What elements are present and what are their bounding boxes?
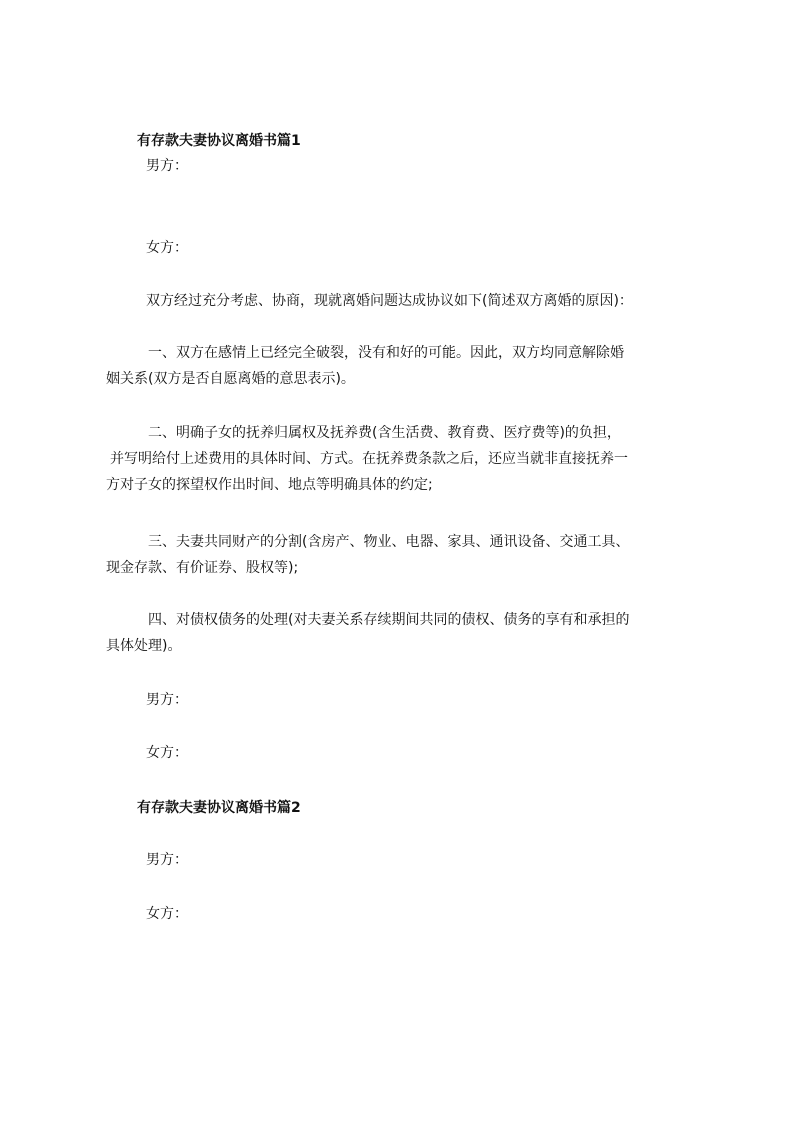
- section-2-title: 有存款夫妻协议离婚书篇2: [137, 800, 301, 816]
- clause-2-line-2: 并写明给付上述费用的具体时间、方式。在抚养费条款之后，还应当就非直接抚养一: [110, 451, 628, 467]
- clause-2-line-1: 二、明确子女的抚养归属权及抚养费(含生活费、教育费、医疗费等)的负担，: [148, 425, 621, 441]
- clause-1-line-2: 姻关系(双方是否自愿离婚的意思表示)。: [106, 371, 355, 387]
- intro-paragraph: 双方经过充分考虑、协商，现就离婚问题达成协议如下(简述双方离婚的原因)：: [146, 293, 633, 309]
- clause-3-line-2: 现金存款、有价证券、股权等);: [106, 560, 299, 576]
- clause-4-line-1: 四、对债权债务的处理(对夫妻关系存续期间共同的债权、债务的享有和承担的: [148, 612, 630, 628]
- male-label-2: 男方：: [146, 692, 188, 708]
- clause-3-line-1: 三、夫妻共同财产的分割(含房产、物业、电器、家具、通讯设备、交通工具、: [148, 534, 630, 550]
- clause-2-line-3: 方对子女的探望权作出时间、地点等明确具体的约定;: [106, 477, 433, 493]
- female-label-2: 女方：: [146, 745, 188, 761]
- clause-2-paragraph: [106, 420, 706, 498]
- female-label: 女方：: [146, 240, 188, 256]
- section-2-female-label: 女方：: [146, 906, 188, 922]
- clause-4-paragraph: [106, 607, 706, 659]
- section-1-title: 有存款夫妻协议离婚书篇1: [137, 133, 301, 149]
- section-2-male-label: 男方：: [146, 852, 188, 868]
- clause-3-paragraph: [106, 529, 706, 581]
- clause-1-line-1: 一、双方在感情上已经完全破裂，没有和好的可能。因此，双方均同意解除婚: [148, 345, 624, 361]
- clause-1-paragraph: [106, 340, 706, 392]
- male-label: 男方：: [146, 158, 188, 174]
- clause-4-line-2: 具体处理)。: [106, 638, 182, 654]
